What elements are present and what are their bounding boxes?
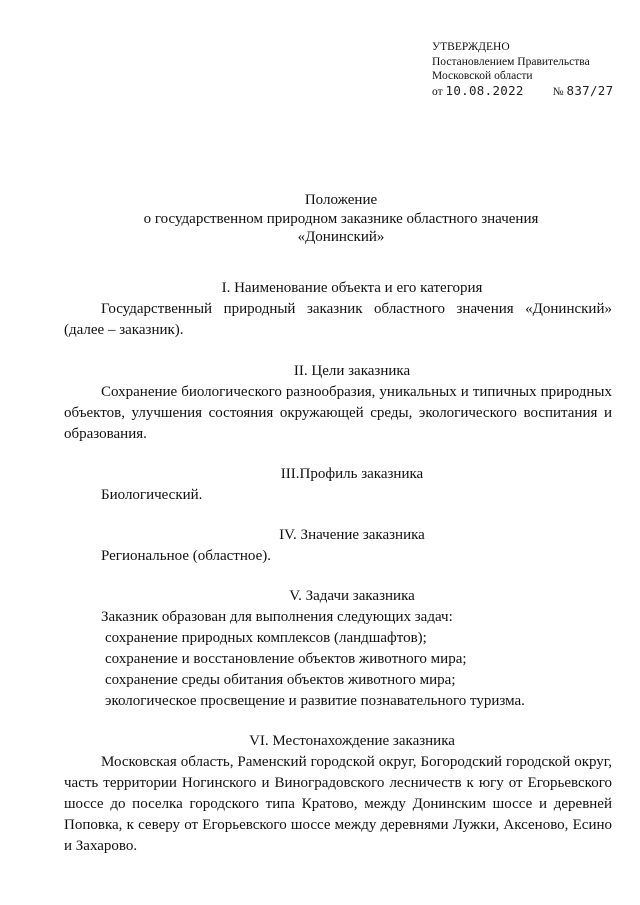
section-1	[64, 278, 612, 341]
approval-date-prefix: от	[432, 85, 443, 98]
section-4-heading: IV. Значение заказника	[279, 527, 425, 543]
section-5-intro: Заказник образован для выполнения следующих задач:	[101, 609, 453, 625]
section-3	[64, 464, 612, 506]
section-3-heading: III.Профиль заказника	[280, 466, 424, 482]
list-item: сохранение природных комплексов (ландшафтов);	[105, 630, 427, 646]
title-line-3: «Донинский»	[297, 229, 385, 246]
section-1-heading: I. Наименование объекта и его категория	[221, 280, 483, 296]
section-6	[64, 731, 612, 857]
section-2	[64, 361, 612, 445]
approval-approved: УТВЕРЖДЕНО	[432, 41, 510, 53]
section-2-heading: II. Цели заказника	[293, 363, 411, 379]
approval-number-prefix: №	[552, 85, 564, 98]
section-5-heading: V. Задачи заказника	[289, 588, 415, 604]
section-6-text: Московская область, Раменский городской округ, Богородский городской округ, часть территории Ногинского и Виноградовского лесничеств к югу от Егорьевского шоссе до поселка городского типа Кратово, между Донинским шоссе и деревней Поповка, к северу от Егорьевского шоссе между деревнями Лужки, Аксеново, Есино и Захарово.	[64, 754, 612, 854]
approval-number: 837/27	[566, 82, 614, 98]
title-line-1: Положение	[304, 192, 378, 208]
section-5	[64, 586, 612, 712]
approval-line-1: Постановлением Правительства	[432, 55, 590, 68]
title-line-2: о государственном природном заказнике областного значения	[143, 210, 539, 227]
approval-line-2: Московской области	[432, 70, 533, 83]
section-4-text: Региональное (областное).	[101, 548, 271, 564]
document-body	[64, 278, 612, 857]
list-item: сохранение среды обитания объектов животного мира;	[105, 672, 456, 688]
section-1-text: Государственный природный заказник областного значения «Донинский» (далее – заказник).	[64, 301, 612, 338]
section-3-text: Биологический.	[101, 487, 203, 503]
approval-date: 10.08.2022	[445, 82, 524, 98]
document-title	[70, 191, 612, 247]
section-4	[64, 525, 612, 567]
section-6-heading: VI. Местонахождение заказника	[249, 733, 455, 749]
section-2-text: Сохранение биологического разнообразия, уникальных и типичных природных объектов, улучшения состояния окружающей среды, экологического воспитания и образования.	[64, 384, 612, 442]
list-item: экологическое просвещение и развитие познавательного туризма.	[105, 693, 525, 709]
approval-stamp	[432, 40, 632, 99]
list-item: сохранение и восстановление объектов животного мира;	[105, 651, 467, 667]
approval-date-line	[432, 84, 632, 100]
